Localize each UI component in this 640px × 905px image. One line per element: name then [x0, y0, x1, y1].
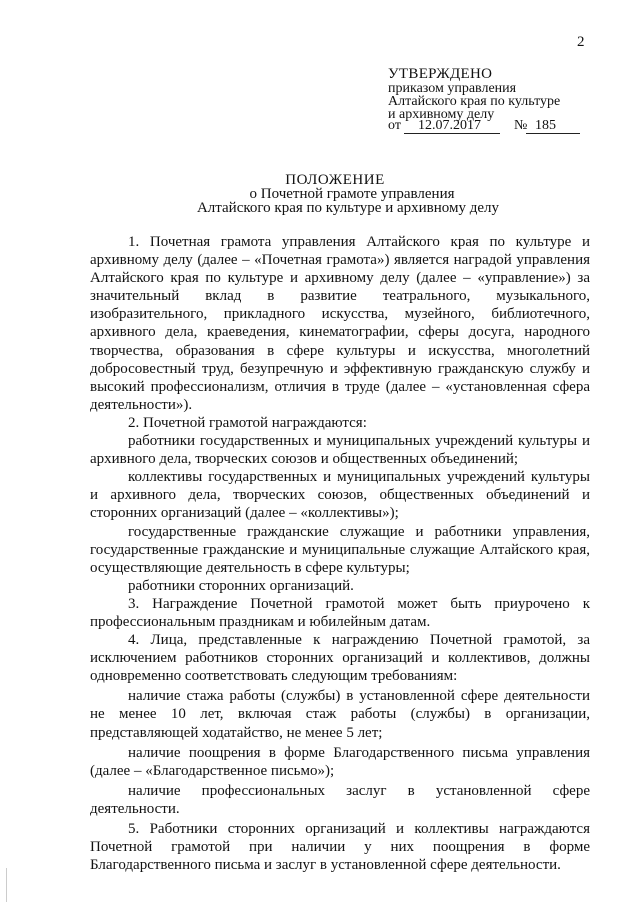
approval-stamp	[388, 66, 560, 133]
document-subtitle-2: Алтайского края по культуре и архивному делу	[196, 200, 500, 216]
scan-edge-mark	[6, 868, 13, 902]
document-subtitle-1: о Почетной грамоте управления	[249, 186, 455, 202]
paragraph: 5. Работники сторонних организаций и коллективы награждаются Почетной грамотой при наличии у них поощрения в форме Благодарственного письма и заслуг в установленной сфере деятельности.	[90, 821, 590, 874]
order-from-label: от	[388, 118, 401, 133]
approval-line-1: приказом управления	[388, 81, 517, 96]
order-date: 12.07.2017	[418, 118, 481, 133]
document-title: ПОЛОЖЕНИЕ	[285, 172, 385, 188]
document-body	[90, 233, 590, 874]
order-number: 185	[535, 118, 556, 133]
paragraph: наличие профессиональных заслуг в установленной сфере деятельности.	[90, 782, 590, 817]
paragraph: 2. Почетной грамотой награждаются:	[128, 414, 367, 431]
approval-line-2: Алтайского края по культуре	[388, 94, 561, 109]
document-title-block	[0, 173, 640, 215]
paragraph: коллективы государственных и муниципальных учреждений культуры и архивного дела, творческих союзов, общественных объединений и сторонних организаций (далее – «коллективы»);	[90, 469, 590, 522]
paragraph: 4. Лица, представленные к награждению Почетной грамотой, за исключением работников сторонних организаций и коллективов, должны одновременно соответствовать следующим требованиям:	[90, 632, 590, 685]
paragraph: наличие поощрения в форме Благодарственного письма управления (далее – «Благодарственное письмо»);	[90, 744, 590, 779]
order-date-underline	[404, 133, 500, 134]
order-number-underline	[526, 133, 580, 134]
order-details	[388, 119, 560, 133]
paragraph: наличие стажа работы (службы) в установленной сфере деятельности не менее 10 лет, включая стаж работы (службы) в организации, представляющей ходатайство, не менее 5 лет;	[90, 688, 590, 741]
approval-line-3: и архивному делу	[388, 107, 495, 122]
paragraph: работники государственных и муниципальных учреждений культуры и архивного дела, творческих союзов и общественных объединений;	[90, 433, 590, 468]
paragraph: 1. Почетная грамота управления Алтайского края по культуре и архивному делу (далее – «Почетная грамота») является наградой управления Алтайского края по культуре и архивному делу (далее – «управление») за значительный вклад в развитие театрального, музыкального, изобразительного, прикладного искусства, музейного, библиотечного, архивного дела, краеведения, кинематографии, сферы досуга, народного творчества, образования в сфере культуры и искусства, многолетний добросовестный труд, безупречную и эффективную гражданскую службу и высокий профессионализм, отличия в труде (далее – «установленная сфера деятельности»).	[90, 234, 590, 413]
approval-heading: УТВЕРЖДЕНО	[388, 66, 493, 82]
paragraph: государственные гражданские служащие и работники управления, государственные гражданские и муниципальные служащие Алтайского края, осуществляющие деятельность в сфере культуры;	[90, 523, 590, 576]
page-number: 2	[577, 34, 585, 50]
paragraph: 3. Награждение Почетной грамотой может быть приурочено к профессиональным праздникам и юбилейным датам.	[90, 595, 590, 630]
order-number-label: №	[514, 118, 528, 133]
paragraph: работники сторонних организаций.	[128, 577, 354, 594]
